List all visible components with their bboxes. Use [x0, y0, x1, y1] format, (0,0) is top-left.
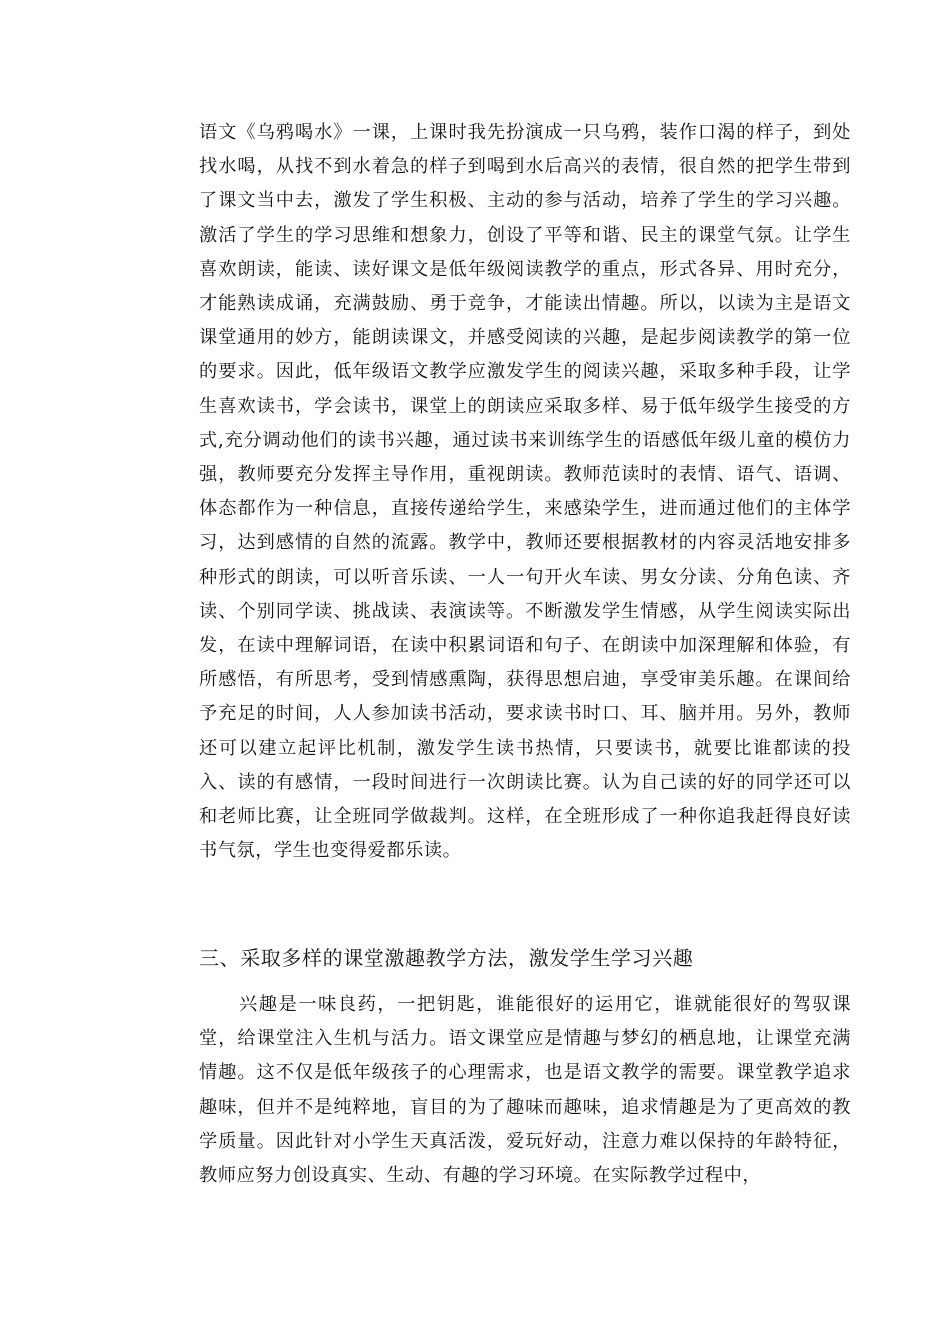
section-heading-three: 三、采取多样的课堂激趣教学方法，激发学生学习兴趣	[199, 946, 694, 970]
body-paragraph-reading-instruction: 语文《乌鸦喝水》一课，上课时我先扮演成一只乌鸦，装作口渴的样子，到处找水喝，从找不到水着急的样子到喝到水后高兴的表情，很自然的把学生带到了课文当中去，激发了学生积极、主动的参与活动，培养了学生的学习兴趣。激活了学生的学习思维和想象力，创设了平等和谐、民主的课堂气氛。让学生喜欢朗读，能读、读好课文是低年级阅读教学的重点，形式各异、用时充分，才能熟读成诵，充满鼓励、勇于竞争，才能读出情趣。所以，以读为主是语文课堂通用的妙方，能朗读课文，并感受阅读的兴趣，是起步阅读教学的第一位的要求。因此，低年级语文教学应激发学生的阅读兴趣，采取多种手段，让学生喜欢读书，学会读书，课堂上的朗读应采取多样、易于低年级学生接受的方式,充分调动他们的读书兴趣，通过读书来训练学生的语感低年级儿童的模仿力强，教师要充分发挥主导作用，重视朗读。教师范读时的表情、语气、语调、体态都作为一种信息，直接传递给学生，来感染学生，进而通过他们的主体学习，达到感情的自然的流露。教学中，教师还要根据教材的内容灵活地安排多种形式的朗读，可以听音乐读、一人一句开火车读、男女分读、分角色读、齐读、个别同学读、挑战读、表演读等。不断激发学生情感，从学生阅读实际出发，在读中理解词语，在读中积累词语和句子、在朗读中加深理解和体验，有所感悟，有所思考，受到情感熏陶，获得思想启迪，享受审美乐趣。在课间给予充足的时间，人人参加读书活动，要求读书时口、耳、脑并用。另外，教师还可以建立起评比机制，激发学生读书热情，只要读书，就要比谁都读的投入、读的有感情，一段时间进行一次朗读比赛。认为自己读的好的同学还可以和老师比赛，让全班同学做裁判。这样，在全班形成了一种你追我赶得良好读书气氛，学生也变得爱都乐读。	[199, 122, 851, 862]
body-paragraph-interest-teaching: 兴趣是一味良药，一把钥匙，谁能很好的运用它，谁就能很好的驾驭课堂，给课堂注入生机与活力。语文课堂应是情趣与梦幻的栖息地，让课堂充满情趣。这不仅是低年级孩子的心理需求，也是语文教学的需要。课堂教学追求趣味，但并不是纯粹地，盲目的为了趣味而趣味，追求情趣是为了更高效的教学质量。因此针对小学生天真活泼，爱玩好动，注意力难以保持的年龄特征，教师应努力创设真实、生动、有趣的学习环境。在实际教学过程中，	[199, 994, 851, 1187]
